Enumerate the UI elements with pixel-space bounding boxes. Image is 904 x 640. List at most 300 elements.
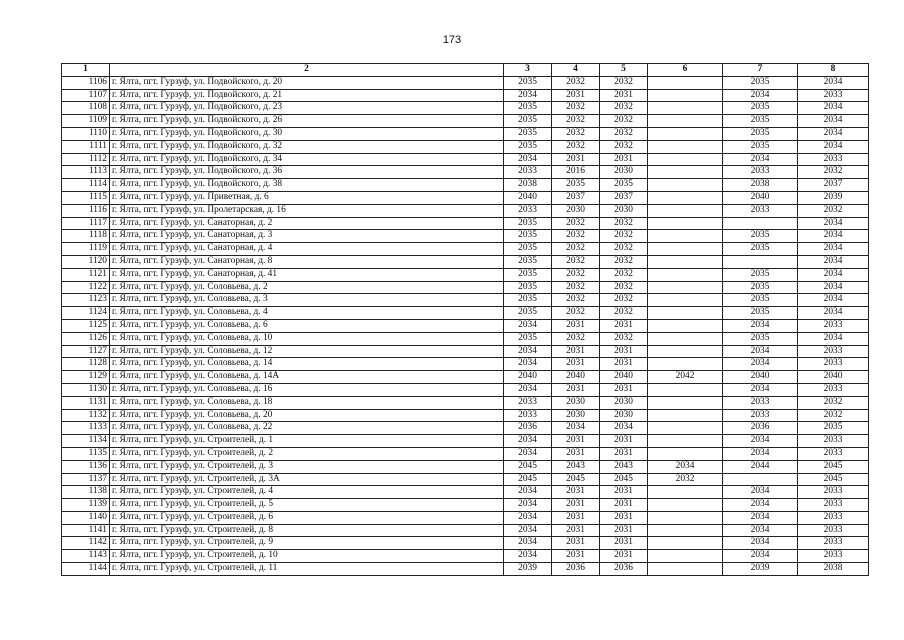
year-cell: 2032 bbox=[552, 230, 600, 243]
address-cell: г. Ялта, пгт. Гурзуф, ул. Строителей, д. 10 bbox=[110, 550, 504, 563]
row-number: 1116 bbox=[62, 204, 110, 217]
year-cell: 2031 bbox=[552, 511, 600, 524]
year-cell: 2032 bbox=[552, 140, 600, 153]
year-cell: 2032 bbox=[552, 268, 600, 281]
year-cell: 2034 bbox=[798, 76, 869, 89]
row-number: 1121 bbox=[62, 268, 110, 281]
year-cell: 2035 bbox=[504, 115, 552, 128]
year-cell: 2034 bbox=[552, 422, 600, 435]
year-cell: 2035 bbox=[504, 255, 552, 268]
address-cell: г. Ялта, пгт. Гурзуф, ул. Санаторная, д. 8 bbox=[110, 255, 504, 268]
year-cell: 2032 bbox=[552, 102, 600, 115]
year-cell: 2035 bbox=[504, 127, 552, 140]
row-number: 1130 bbox=[62, 383, 110, 396]
year-cell: 2039 bbox=[798, 191, 869, 204]
table-row bbox=[62, 319, 869, 332]
year-cell: 2033 bbox=[798, 358, 869, 371]
year-cell bbox=[648, 499, 723, 512]
year-cell: 2032 bbox=[552, 76, 600, 89]
year-cell bbox=[648, 537, 723, 550]
year-cell: 2032 bbox=[552, 115, 600, 128]
table-row bbox=[62, 281, 869, 294]
table-row bbox=[62, 435, 869, 448]
row-number: 1129 bbox=[62, 371, 110, 384]
table-row bbox=[62, 371, 869, 384]
row-number: 1123 bbox=[62, 294, 110, 307]
year-cell: 2032 bbox=[600, 255, 648, 268]
year-cell bbox=[648, 511, 723, 524]
year-cell: 2034 bbox=[723, 447, 798, 460]
year-cell bbox=[648, 550, 723, 563]
year-cell: 2035 bbox=[723, 281, 798, 294]
row-number: 1142 bbox=[62, 537, 110, 550]
row-number: 1124 bbox=[62, 307, 110, 320]
year-cell: 2034 bbox=[504, 511, 552, 524]
year-cell bbox=[648, 268, 723, 281]
year-cell: 2034 bbox=[504, 319, 552, 332]
year-cell: 2034 bbox=[798, 281, 869, 294]
year-cell: 2033 bbox=[723, 409, 798, 422]
row-number: 1136 bbox=[62, 460, 110, 473]
year-cell: 2032 bbox=[552, 127, 600, 140]
year-cell: 2034 bbox=[798, 217, 869, 230]
year-cell: 2034 bbox=[504, 447, 552, 460]
year-cell: 2034 bbox=[798, 255, 869, 268]
year-cell: 2033 bbox=[504, 396, 552, 409]
year-cell: 2035 bbox=[723, 76, 798, 89]
year-cell bbox=[723, 255, 798, 268]
table-row bbox=[62, 473, 869, 486]
row-number: 1119 bbox=[62, 243, 110, 256]
row-number: 1111 bbox=[62, 140, 110, 153]
year-cell: 2032 bbox=[648, 473, 723, 486]
year-cell: 2031 bbox=[552, 486, 600, 499]
row-number: 1113 bbox=[62, 166, 110, 179]
row-number: 1112 bbox=[62, 153, 110, 166]
table-row bbox=[62, 460, 869, 473]
year-cell: 2031 bbox=[552, 319, 600, 332]
year-cell: 2031 bbox=[600, 89, 648, 102]
year-cell: 2034 bbox=[504, 550, 552, 563]
year-cell bbox=[648, 524, 723, 537]
year-cell: 2031 bbox=[600, 550, 648, 563]
year-cell: 2043 bbox=[552, 460, 600, 473]
table-row bbox=[62, 499, 869, 512]
year-cell: 2031 bbox=[552, 89, 600, 102]
year-cell: 2040 bbox=[723, 371, 798, 384]
year-cell: 2031 bbox=[552, 153, 600, 166]
year-cell: 2032 bbox=[600, 332, 648, 345]
column-header: 1 bbox=[62, 64, 110, 77]
year-cell: 2034 bbox=[723, 499, 798, 512]
year-cell: 2034 bbox=[723, 537, 798, 550]
year-cell bbox=[648, 153, 723, 166]
year-cell: 2035 bbox=[504, 140, 552, 153]
year-cell: 2040 bbox=[504, 371, 552, 384]
year-cell: 2031 bbox=[552, 358, 600, 371]
row-number: 1109 bbox=[62, 115, 110, 128]
address-cell: г. Ялта, пгт. Гурзуф, ул. Соловьева, д. 10 bbox=[110, 332, 504, 345]
address-cell: г. Ялта, пгт. Гурзуф, ул. Строителей, д. 8 bbox=[110, 524, 504, 537]
table-row bbox=[62, 345, 869, 358]
year-cell: 2035 bbox=[723, 243, 798, 256]
year-cell: 2032 bbox=[600, 243, 648, 256]
address-cell: г. Ялта, пгт. Гурзуф, ул. Строителей, д. 3 bbox=[110, 460, 504, 473]
year-cell: 2030 bbox=[552, 396, 600, 409]
year-cell: 2031 bbox=[600, 499, 648, 512]
table-row bbox=[62, 396, 869, 409]
year-cell: 2030 bbox=[600, 396, 648, 409]
year-cell: 2034 bbox=[798, 115, 869, 128]
year-cell: 2034 bbox=[504, 345, 552, 358]
year-cell: 2032 bbox=[552, 281, 600, 294]
row-number: 1115 bbox=[62, 191, 110, 204]
header-row bbox=[62, 64, 869, 77]
year-cell: 2032 bbox=[552, 255, 600, 268]
year-cell bbox=[648, 358, 723, 371]
year-cell: 2034 bbox=[723, 511, 798, 524]
address-cell: г. Ялта, пгт. Гурзуф, ул. Соловьева, д. 6 bbox=[110, 319, 504, 332]
year-cell: 2031 bbox=[552, 435, 600, 448]
table-row bbox=[62, 230, 869, 243]
year-cell: 2033 bbox=[798, 537, 869, 550]
year-cell: 2035 bbox=[723, 102, 798, 115]
address-cell: г. Ялта, пгт. Гурзуф, ул. Соловьева, д. 14А bbox=[110, 371, 504, 384]
year-cell: 2040 bbox=[504, 191, 552, 204]
row-number: 1141 bbox=[62, 524, 110, 537]
address-cell: г. Ялта, пгт. Гурзуф, ул. Приветная, д. 6 bbox=[110, 191, 504, 204]
address-cell: г. Ялта, пгт. Гурзуф, ул. Подвойского, д. 34 bbox=[110, 153, 504, 166]
row-number: 1132 bbox=[62, 409, 110, 422]
row-number: 1134 bbox=[62, 435, 110, 448]
year-cell: 2032 bbox=[798, 396, 869, 409]
year-cell: 2034 bbox=[798, 294, 869, 307]
year-cell: 2032 bbox=[552, 307, 600, 320]
table-row bbox=[62, 358, 869, 371]
row-number: 1110 bbox=[62, 127, 110, 140]
year-cell: 2037 bbox=[600, 191, 648, 204]
row-number: 1107 bbox=[62, 89, 110, 102]
year-cell bbox=[648, 230, 723, 243]
year-cell: 2036 bbox=[600, 563, 648, 576]
year-cell: 2033 bbox=[504, 409, 552, 422]
table-row bbox=[62, 550, 869, 563]
year-cell: 2032 bbox=[600, 281, 648, 294]
table-row bbox=[62, 127, 869, 140]
address-cell: г. Ялта, пгт. Гурзуф, ул. Соловьева, д. 14 bbox=[110, 358, 504, 371]
year-cell bbox=[648, 140, 723, 153]
address-cell: г. Ялта, пгт. Гурзуф, ул. Строителей, д. 5 bbox=[110, 499, 504, 512]
year-cell: 2033 bbox=[798, 345, 869, 358]
address-cell: г. Ялта, пгт. Гурзуф, ул. Строителей, д. 11 bbox=[110, 563, 504, 576]
year-cell: 2039 bbox=[504, 563, 552, 576]
year-cell: 2031 bbox=[600, 383, 648, 396]
table-row bbox=[62, 166, 869, 179]
year-cell: 2045 bbox=[504, 473, 552, 486]
year-cell: 2031 bbox=[600, 358, 648, 371]
column-header: 8 bbox=[798, 64, 869, 77]
address-cell: г. Ялта, пгт. Гурзуф, ул. Соловьева, д. 3 bbox=[110, 294, 504, 307]
year-cell: 2045 bbox=[798, 460, 869, 473]
year-cell: 2035 bbox=[723, 307, 798, 320]
year-cell: 2034 bbox=[723, 89, 798, 102]
year-cell: 2030 bbox=[552, 204, 600, 217]
year-cell bbox=[648, 115, 723, 128]
row-number: 1135 bbox=[62, 447, 110, 460]
year-cell: 2040 bbox=[600, 371, 648, 384]
address-cell: г. Ялта, пгт. Гурзуф, ул. Соловьева, д. 16 bbox=[110, 383, 504, 396]
year-cell: 2033 bbox=[798, 383, 869, 396]
table-row bbox=[62, 102, 869, 115]
year-cell: 2035 bbox=[504, 76, 552, 89]
address-cell: г. Ялта, пгт. Гурзуф, ул. Подвойского, д. 32 bbox=[110, 140, 504, 153]
year-cell: 2040 bbox=[723, 191, 798, 204]
year-cell: 2035 bbox=[504, 281, 552, 294]
year-cell: 2033 bbox=[798, 319, 869, 332]
year-cell: 2034 bbox=[798, 102, 869, 115]
address-cell: г. Ялта, пгт. Гурзуф, ул. Соловьева, д. 20 bbox=[110, 409, 504, 422]
year-cell bbox=[648, 435, 723, 448]
year-cell bbox=[648, 345, 723, 358]
address-cell: г. Ялта, пгт. Гурзуф, ул. Подвойского, д. 26 bbox=[110, 115, 504, 128]
table-row bbox=[62, 255, 869, 268]
year-cell: 2033 bbox=[798, 524, 869, 537]
year-cell: 2034 bbox=[723, 435, 798, 448]
table-row bbox=[62, 383, 869, 396]
year-cell: 2036 bbox=[552, 563, 600, 576]
year-cell: 2036 bbox=[504, 422, 552, 435]
year-cell: 2035 bbox=[723, 140, 798, 153]
year-cell bbox=[648, 102, 723, 115]
year-cell: 2034 bbox=[798, 127, 869, 140]
year-cell: 2042 bbox=[648, 371, 723, 384]
table-row bbox=[62, 332, 869, 345]
year-cell: 2035 bbox=[504, 294, 552, 307]
year-cell: 2035 bbox=[723, 115, 798, 128]
year-cell bbox=[648, 166, 723, 179]
year-cell bbox=[648, 319, 723, 332]
year-cell: 2034 bbox=[798, 140, 869, 153]
year-cell: 2035 bbox=[798, 422, 869, 435]
year-cell: 2032 bbox=[600, 307, 648, 320]
year-cell: 2034 bbox=[504, 435, 552, 448]
year-cell: 2035 bbox=[723, 230, 798, 243]
column-header: 5 bbox=[600, 64, 648, 77]
table-row bbox=[62, 115, 869, 128]
year-cell: 2037 bbox=[552, 191, 600, 204]
address-cell: г. Ялта, пгт. Гурзуф, ул. Санаторная, д. 3 bbox=[110, 230, 504, 243]
year-cell: 2034 bbox=[723, 319, 798, 332]
year-cell: 2031 bbox=[600, 447, 648, 460]
table-body bbox=[62, 76, 869, 575]
year-cell: 2045 bbox=[600, 473, 648, 486]
year-cell: 2034 bbox=[798, 243, 869, 256]
address-cell: г. Ялта, пгт. Гурзуф, ул. Подвойского, д. 30 bbox=[110, 127, 504, 140]
row-number: 1114 bbox=[62, 179, 110, 192]
row-number: 1133 bbox=[62, 422, 110, 435]
year-cell: 2038 bbox=[798, 563, 869, 576]
year-cell: 2034 bbox=[723, 486, 798, 499]
year-cell: 2033 bbox=[504, 166, 552, 179]
address-cell: г. Ялта, пгт. Гурзуф, ул. Подвойского, д. 38 bbox=[110, 179, 504, 192]
year-cell: 2035 bbox=[552, 179, 600, 192]
year-cell: 2038 bbox=[504, 179, 552, 192]
address-cell: г. Ялта, пгт. Гурзуф, ул. Санаторная, д. 2 bbox=[110, 217, 504, 230]
address-cell: г. Ялта, пгт. Гурзуф, ул. Подвойского, д. 36 bbox=[110, 166, 504, 179]
table-row bbox=[62, 76, 869, 89]
year-cell: 2033 bbox=[798, 486, 869, 499]
year-cell bbox=[648, 281, 723, 294]
row-number: 1139 bbox=[62, 499, 110, 512]
year-cell: 2032 bbox=[798, 166, 869, 179]
year-cell: 2031 bbox=[600, 345, 648, 358]
year-cell: 2031 bbox=[552, 447, 600, 460]
row-number: 1122 bbox=[62, 281, 110, 294]
year-cell: 2033 bbox=[798, 89, 869, 102]
year-cell: 2031 bbox=[552, 345, 600, 358]
year-cell: 2032 bbox=[552, 294, 600, 307]
table-row bbox=[62, 409, 869, 422]
year-cell: 2033 bbox=[798, 550, 869, 563]
year-cell: 2032 bbox=[552, 332, 600, 345]
column-header: 7 bbox=[723, 64, 798, 77]
address-cell: г. Ялта, пгт. Гурзуф, ул. Пролетарская, д. 16 bbox=[110, 204, 504, 217]
year-cell bbox=[648, 179, 723, 192]
year-cell bbox=[648, 255, 723, 268]
year-cell: 2034 bbox=[600, 422, 648, 435]
column-header: 6 bbox=[648, 64, 723, 77]
row-number: 1118 bbox=[62, 230, 110, 243]
table-row bbox=[62, 243, 869, 256]
year-cell bbox=[648, 89, 723, 102]
address-cell: г. Ялта, пгт. Гурзуф, ул. Строителей, д. 4 bbox=[110, 486, 504, 499]
row-number: 1138 bbox=[62, 486, 110, 499]
year-cell bbox=[648, 217, 723, 230]
year-cell bbox=[648, 486, 723, 499]
year-cell bbox=[723, 473, 798, 486]
year-cell: 2034 bbox=[504, 499, 552, 512]
table-row bbox=[62, 511, 869, 524]
row-number: 1127 bbox=[62, 345, 110, 358]
row-number: 1137 bbox=[62, 473, 110, 486]
year-cell: 2034 bbox=[504, 486, 552, 499]
year-cell: 2032 bbox=[600, 268, 648, 281]
year-cell: 2033 bbox=[723, 166, 798, 179]
year-cell: 2033 bbox=[798, 447, 869, 460]
address-cell: г. Ялта, пгт. Гурзуф, ул. Соловьева, д. 12 bbox=[110, 345, 504, 358]
year-cell: 2034 bbox=[648, 460, 723, 473]
table-row bbox=[62, 153, 869, 166]
year-cell: 2031 bbox=[600, 319, 648, 332]
year-cell bbox=[648, 396, 723, 409]
year-cell: 2034 bbox=[504, 153, 552, 166]
table-row bbox=[62, 294, 869, 307]
year-cell: 2032 bbox=[552, 243, 600, 256]
year-cell: 2033 bbox=[798, 511, 869, 524]
year-cell: 2035 bbox=[504, 268, 552, 281]
year-cell: 2045 bbox=[504, 460, 552, 473]
row-number: 1125 bbox=[62, 319, 110, 332]
year-cell: 2036 bbox=[723, 422, 798, 435]
year-cell: 2030 bbox=[600, 204, 648, 217]
year-cell: 2033 bbox=[798, 499, 869, 512]
year-cell: 2034 bbox=[723, 383, 798, 396]
row-number: 1144 bbox=[62, 563, 110, 576]
year-cell: 2032 bbox=[600, 102, 648, 115]
table-row bbox=[62, 268, 869, 281]
year-cell: 2035 bbox=[504, 217, 552, 230]
year-cell bbox=[648, 422, 723, 435]
year-cell: 2038 bbox=[723, 179, 798, 192]
year-cell: 2035 bbox=[504, 102, 552, 115]
year-cell bbox=[648, 409, 723, 422]
year-cell: 2034 bbox=[504, 383, 552, 396]
year-cell: 2045 bbox=[552, 473, 600, 486]
year-cell bbox=[648, 204, 723, 217]
year-cell: 2034 bbox=[504, 89, 552, 102]
year-cell: 2031 bbox=[552, 499, 600, 512]
year-cell: 2032 bbox=[600, 140, 648, 153]
table-row bbox=[62, 563, 869, 576]
year-cell: 2030 bbox=[600, 409, 648, 422]
year-cell: 2035 bbox=[723, 268, 798, 281]
year-cell: 2033 bbox=[723, 204, 798, 217]
address-cell: г. Ялта, пгт. Гурзуф, ул. Соловьева, д. 2 bbox=[110, 281, 504, 294]
year-cell: 2033 bbox=[723, 396, 798, 409]
table-row bbox=[62, 486, 869, 499]
year-cell: 2033 bbox=[798, 435, 869, 448]
housing-table bbox=[61, 63, 869, 576]
row-number: 1120 bbox=[62, 255, 110, 268]
year-cell: 2035 bbox=[723, 127, 798, 140]
address-cell: г. Ялта, пгт. Гурзуф, ул. Подвойского, д. 21 bbox=[110, 89, 504, 102]
table-row bbox=[62, 179, 869, 192]
year-cell: 2032 bbox=[552, 217, 600, 230]
year-cell: 2045 bbox=[798, 473, 869, 486]
address-cell: г. Ялта, пгт. Гурзуф, ул. Строителей, д. 9 bbox=[110, 537, 504, 550]
year-cell: 2031 bbox=[600, 435, 648, 448]
year-cell: 2031 bbox=[552, 550, 600, 563]
year-cell: 2034 bbox=[723, 550, 798, 563]
year-cell: 2033 bbox=[504, 204, 552, 217]
year-cell bbox=[648, 383, 723, 396]
table-row bbox=[62, 191, 869, 204]
row-number: 1143 bbox=[62, 550, 110, 563]
address-cell: г. Ялта, пгт. Гурзуф, ул. Строителей, д. 2 bbox=[110, 447, 504, 460]
address-cell: г. Ялта, пгт. Гурзуф, ул. Соловьева, д. 18 bbox=[110, 396, 504, 409]
year-cell: 2034 bbox=[504, 358, 552, 371]
address-cell: г. Ялта, пгт. Гурзуф, ул. Строителей, д. 1 bbox=[110, 435, 504, 448]
row-number: 1117 bbox=[62, 217, 110, 230]
table-row bbox=[62, 140, 869, 153]
address-cell: г. Ялта, пгт. Гурзуф, ул. Строителей, д. 3А bbox=[110, 473, 504, 486]
year-cell: 2034 bbox=[504, 524, 552, 537]
row-number: 1106 bbox=[62, 76, 110, 89]
year-cell: 2035 bbox=[723, 332, 798, 345]
year-cell bbox=[648, 563, 723, 576]
table-row bbox=[62, 524, 869, 537]
year-cell: 2034 bbox=[798, 230, 869, 243]
year-cell: 2031 bbox=[600, 537, 648, 550]
year-cell: 2035 bbox=[723, 294, 798, 307]
year-cell: 2032 bbox=[798, 204, 869, 217]
year-cell: 2016 bbox=[552, 166, 600, 179]
row-number: 1131 bbox=[62, 396, 110, 409]
year-cell: 2032 bbox=[600, 217, 648, 230]
year-cell: 2034 bbox=[723, 345, 798, 358]
page-number: 173 bbox=[442, 34, 462, 46]
year-cell: 2032 bbox=[600, 76, 648, 89]
